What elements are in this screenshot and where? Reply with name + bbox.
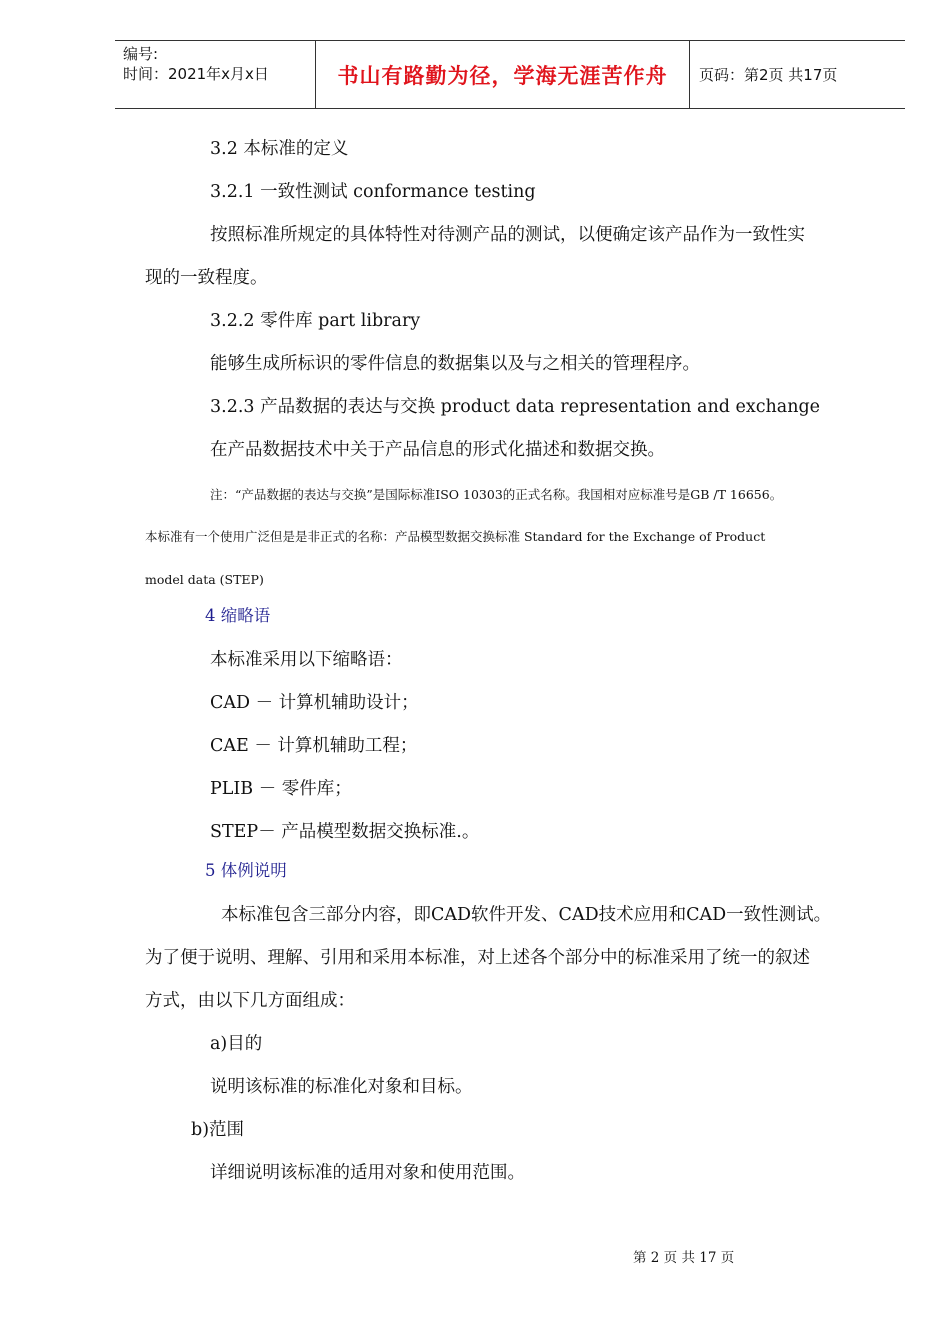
header-number-label: 编号: xyxy=(123,45,159,63)
header-time-label: 时间：2021年x月x日 xyxy=(123,65,269,83)
note-text: model data (STEP) xyxy=(145,572,264,587)
note-text: 本标准有一个使用广泛但是是非正式的名称：产品模型数据交换标准 Standard for the Exchange of Product xyxy=(145,529,766,544)
paragraph-text: 方式，由以下几方面组成： xyxy=(145,991,355,1011)
abbreviation-item: CAD － 计算机辅助设计； xyxy=(210,693,419,713)
section-heading-4: 4 缩略语 xyxy=(205,606,271,625)
note-text: 注：“产品数据的表达与交换”是国际标准ISO 10303的正式名称。我国相对应标准号是GB /T 16656。 xyxy=(210,487,783,502)
abbreviation-item: STEP－ 产品模型数据交换标准.。 xyxy=(210,822,480,842)
abbreviation-item: CAE － 计算机辅助工程； xyxy=(210,736,418,756)
term-heading-3-2-2: 3.2.2 零件库 part library xyxy=(210,311,421,331)
header-motto: 书山有路勤为径，学海无涯苦作舟 xyxy=(315,41,690,108)
term-heading-3-2-1: 3.2.1 一致性测试 conformance testing xyxy=(210,182,536,202)
page-footer: 第 2 页 共 17 页 xyxy=(633,1250,735,1266)
definition-text: 在产品数据技术中关于产品信息的形式化描述和数据交换。 xyxy=(210,440,665,460)
list-item-label: a)目的 xyxy=(210,1034,263,1054)
definition-text: 现的一致程度。 xyxy=(145,268,268,288)
section-heading-5: 5 体例说明 xyxy=(205,861,287,880)
paragraph-text: 说明该标准的标准化对象和目标。 xyxy=(210,1077,473,1097)
list-item-label: b)范围 xyxy=(191,1120,245,1140)
page-header xyxy=(115,40,905,109)
definition-text: 按照标准所规定的具体特性对待测产品的测试，以便确定该产品作为一致性实 xyxy=(210,225,805,245)
abbreviation-item: PLIB － 零件库； xyxy=(210,779,352,799)
paragraph-text: 本标准包含三部分内容，即CAD软件开发、CAD技术应用和CAD一致性测试。 xyxy=(221,905,832,925)
paragraph-text: 为了便于说明、理解、引用和采用本标准，对上述各个部分中的标准采用了统一的叙述 xyxy=(145,948,810,968)
definition-text: 能够生成所标识的零件信息的数据集以及与之相关的管理程序。 xyxy=(210,354,700,374)
section-heading-3-2: 3.2 本标准的定义 xyxy=(210,139,349,159)
paragraph-text: 本标准采用以下缩略语： xyxy=(210,650,403,670)
header-meta xyxy=(115,41,323,108)
paragraph-text: 详细说明该标准的适用对象和使用范围。 xyxy=(210,1163,525,1183)
header-page-info: 页码：第2页 共17页 xyxy=(699,66,838,84)
term-heading-3-2-3: 3.2.3 产品数据的表达与交换 product data representation and exchange xyxy=(210,397,821,417)
